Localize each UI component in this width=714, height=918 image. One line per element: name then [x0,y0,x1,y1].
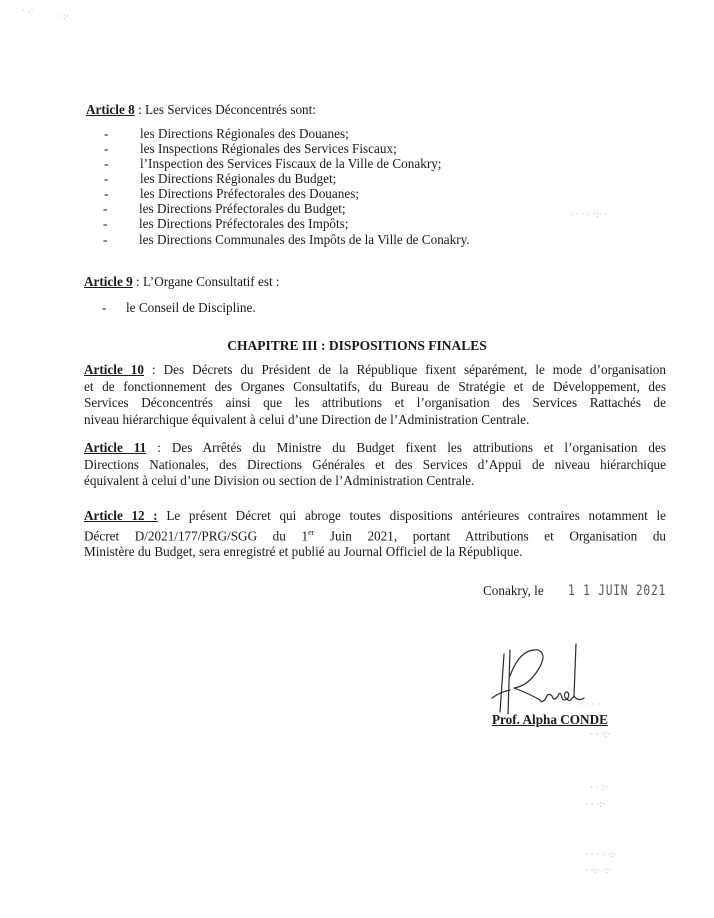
place-label: Conakry, le [483,583,544,598]
list-item: - les Directions Régionales des Douanes; [104,126,349,141]
scan-mark: · · :· [590,783,608,793]
article-9-intro: : L’Organe Consultatif est : [132,274,280,289]
list-item: - les Directions Préfectorales des Impôts; [103,216,349,231]
scan-mark: · · · · [580,700,601,710]
article-9-heading [84,274,280,290]
list-item: - les Directions Préfectorales des Douanes; [104,186,359,201]
chapter-title: CHAPITRE III : DISPOSITIONS FINALES [227,338,487,353]
list-item: - les Directions Régionales du Budget; [104,171,337,186]
article-12-title: Article 12 : [84,508,158,523]
signatory-name: Prof. Alpha CONDE [492,712,608,727]
article-8-heading [86,102,316,118]
article-8-title: Article 8 [86,102,135,117]
article-11: Article 11 : Des Arrêtés du Ministre du Budget fixent les attributions et l’organisation des Directions Nationales, des Directions Générales et des Services d’Appui de niveau hiérarchique équivalent à celui d’une Division ou section de l’Administration Centrale. [84,440,666,488]
scan-mark: · .· [22,6,34,16]
article-8-intro: : Les Services Déconcentrés sont: [134,102,316,117]
list-item: - l’Inspection des Services Fiscaux de la Ville de Conakry; [104,156,442,171]
scan-mark: ·:· [60,12,69,22]
article-10: Article 10 : Des Décrets du Président de la République fixent séparément, le mode d’organisation et de fonctionnement des Organes Consultatifs, du Bureau de Stratégie et de Développement, des Services Déconcentrés ainsi que les attributions et l’organisation des Services Rattachés de niveau hiérarchique équivalent à celui d’une Direction de l’Administration Centrale. [84,362,666,427]
list-item: - les Inspections Régionales des Services Fiscaux; [104,141,397,156]
scan-mark: · ·:· ·:· [585,866,612,876]
article-9-title: Article 9 [84,274,133,289]
scan-mark: · · · · ·:· · [570,210,608,220]
article-10-title: Article 10 [84,362,144,377]
place-date [483,583,691,599]
article-12: Article 12 : Le présent Décret qui abroge toutes dispositions antérieures contraires notamment le Décret D/2021/177/PRG/SGG du 1er Juin 2021, portant Attributions et Organisation du Ministère du Budget, sera enregistré et publié au Journal Officiel de la République. [84,508,667,560]
scan-mark: · · ·:· [585,800,606,810]
list-item: - le Conseil de Discipline. [102,300,256,315]
scan-mark: · · ·:· [590,730,611,740]
date-stamp: 1 1 JUIN 2021 [568,583,667,599]
list-item: - les Directions Communales des Impôts de la Ville de Conakry. [103,232,470,247]
article-11-title: Article 11 [84,440,147,455]
list-item: - les Directions Préfectorales du Budget; [103,201,346,216]
scan-mark: · · · · ·:· [585,850,617,860]
